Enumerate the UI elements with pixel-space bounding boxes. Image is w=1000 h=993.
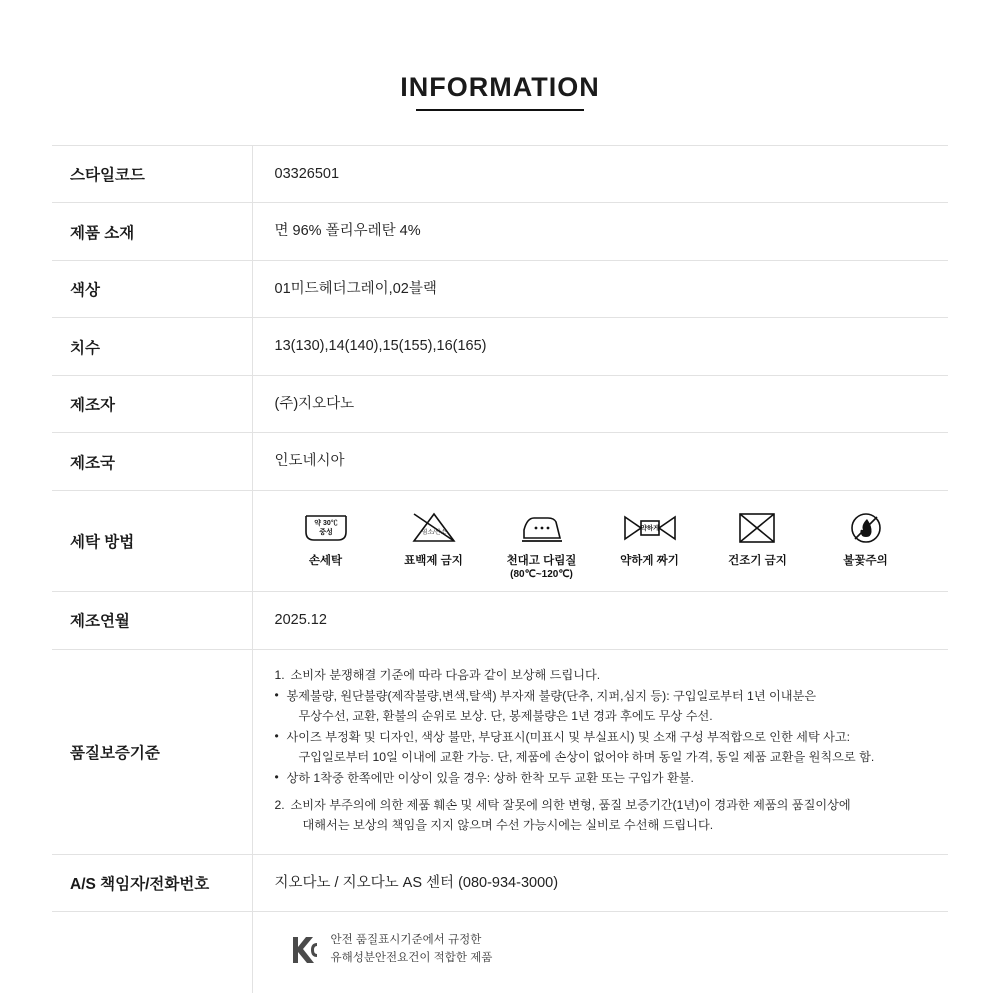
bullet-line-1: 사이즈 부정확 및 디자인, 색상 불만, 부당표시(미표시 및 부실표시) 및 소재 구성 부적합으로 인한 세탁 사고: [286,730,851,745]
bullet-line-2: 구입일로부터 10일 이내에 교환 가능. 단, 제품에 손상이 없어야 하며 동일 가격, 동일 제품 교환을 원칙으로 함. [298,749,875,764]
care-item-name: 건조기 금지 [728,554,787,567]
table-row [52,375,948,432]
row-value: 2025.12 [274,612,327,629]
care-item-no-flame [829,505,903,581]
care-item-gentle-wring [613,505,687,581]
kc-text [331,932,493,967]
no-bleach-icon [397,505,471,551]
warranty-item-1 [275,666,949,686]
warranty-content [275,666,949,836]
svg-text:약 30℃: 약 30℃ [313,519,338,527]
svg-text:중성: 중성 [318,528,333,536]
warranty-item-2-number: 2. [274,798,285,813]
row-label: 제조국 [52,433,252,490]
care-item-no-bleach [397,505,471,581]
table-row [52,433,948,490]
table-row [52,146,948,203]
table-row-care [52,490,948,591]
warranty-item-2-line-2: 대해서는 보상의 책임을 지지 않으며 수선 가능시에는 실비로 수선해 드립니다. [302,818,714,833]
care-item-name: 천대고 다림질 [506,554,577,567]
row-value: 03326501 [274,166,340,182]
warranty-label: 품질보증기준 [52,649,252,854]
title-underline [416,109,584,111]
as-contact-value: 지오다노 / 지오다노 AS 센터 (080-934-3000) [274,874,559,891]
care-item-name: 약하게 짜기 [620,554,679,567]
row-value: 면 96% 폴리우레탄 4% [274,223,421,240]
row-label: 스타일코드 [52,146,252,203]
no-tumble-dry-icon [721,505,795,551]
warranty-bullet-list [275,687,949,788]
table-row-kc [52,912,948,993]
care-item-sub: (80℃~120℃) [510,568,573,580]
row-label: 치수 [52,318,252,375]
list-item [275,769,949,789]
warranty-item-1-text: 소비자 분쟁해결 기준에 따라 다음과 같이 보상해 드립니다. [290,667,601,682]
warranty-item-2 [275,796,949,836]
row-label: 제품 소재 [52,203,252,260]
list-item [275,687,949,727]
row-value: 인도네시아 [274,453,345,470]
iron-with-cloth-icon [505,505,579,551]
gentle-wring-icon [613,505,687,551]
table-row [52,260,948,317]
bullet-line-1: 상하 1착중 한쪽에만 이상이 있을 경우: 상하 한착 모두 교환 또는 구입가 환불. [286,770,694,785]
table-row [52,592,948,649]
list-item [275,728,949,768]
row-value: (주)지오다노 [274,395,355,412]
table-row [52,854,948,911]
svg-text:염소/산소: 염소/산소 [421,529,446,536]
care-symbol-list [275,505,949,581]
svg-text:약하게: 약하게 [640,524,659,532]
care-item-hand-wash [289,505,363,581]
table-row [52,203,948,260]
table-row [52,318,948,375]
bullet-line-2: 무상수선, 교환, 환불의 순위로 보상. 단, 봉제불량은 1년 경과 후에도 무상 수선. [298,709,713,724]
care-item-name: 표백제 금지 [404,554,463,567]
kc-certification [275,932,949,967]
kc-line-2: 유해성분안전요건이 적합한 제품 [330,951,493,964]
no-flame-icon [829,505,903,551]
kc-empty-label [52,912,252,993]
as-contact-label: A/S 책임자/전화번호 [52,854,252,911]
row-label: 제조자 [52,375,252,432]
row-label: 색상 [52,260,252,317]
warranty-item-2-line-1: 소비자 부주의에 의한 제품 훼손 및 세탁 잘못에 의한 변형, 품질 보증기간(1년)이 경과한 제품의 품질이상에 [290,798,851,813]
bullet-line-1: 봉제불량, 원단불량(제작불량,변색,탈색) 부자재 불량(단추, 지퍼,심지 등): 구입일로부터 1년 이내분은 [286,689,817,704]
row-value: 01미드헤더그레이,02블랙 [274,280,437,297]
product-information-table [52,145,948,993]
warranty-item-1-number: 1. [274,667,285,682]
page-title: INFORMATION [400,72,600,102]
care-label: 세탁 방법 [52,490,252,591]
row-label: 제조연월 [52,592,252,649]
care-item-name: 불꽃주의 [843,554,888,567]
table-row-warranty [52,649,948,854]
care-item-name: 손세탁 [308,554,343,567]
care-item-no-tumble-dry [721,505,795,581]
hand-wash-icon [289,505,363,551]
row-value: 13(130),14(140),15(155),16(165) [274,338,487,355]
kc-line-1: 안전 품질표시기준에서 규정한 [330,934,482,947]
care-item-iron [505,505,579,581]
kc-mark-icon [287,933,321,967]
